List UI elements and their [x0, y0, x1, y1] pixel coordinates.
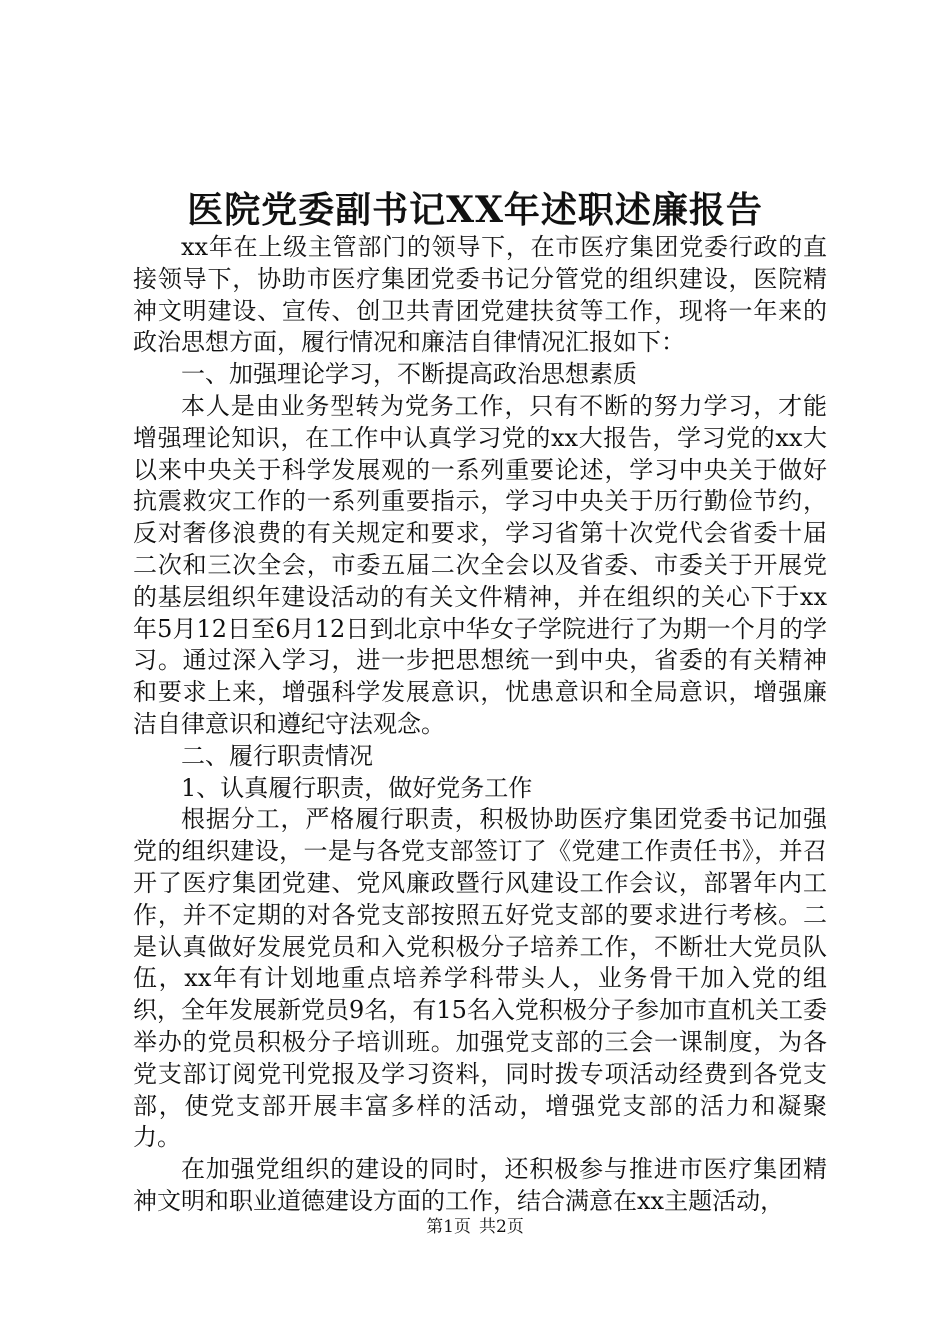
page-footer [0, 1216, 950, 1238]
section-heading-2: 二、履行职责情况 [181, 741, 373, 770]
section-heading-1: 一、加强理论学习，不断提高政治思想素质 [181, 360, 637, 389]
document-body [133, 232, 827, 1218]
document-title: 医院党委副书记XX年述职述廉报告 [187, 189, 763, 231]
duty-paragraph: 根据分工，严格履行职责，积极协助医疗集团党委书记加强党的组织建设，一是与各党支部签订了《党建工作责任书》，并召开了医疗集团党建、党风廉政暨行风建设工作会议，部署年内工作，并不定期的对各党支部按照五好党支部的要求进行考核。二是认真做好发展党员和入党积极分子培养工作，不断壮大党员队伍，xx年有计划地重点培养学科带头人，业务骨干加入党的组织，全年发展新党员9名，有15名入党积极分子参加市直机关工委举办的党员积极分子培训班。加强党支部的三会一课制度，为各党支部订阅党刊党报及学习资料，同时拨专项活动经费到各党支部，使党支部开展丰富多样的活动，增强党支部的活力和凝聚力。 [133, 805, 827, 1152]
study-paragraph: 本人是由业务型转为党务工作，只有不断的努力学习，才能增强理论知识，在工作中认真学习党的xx大报告，学习党的xx大以来中央关于科学发展观的一系列重要论述，学习中央关于做好抗震救灾工作的一系列重要指示，学习中央关于历行勤俭节约，反对奢侈浪费的有关规定和要求，学习省第十次党代会省委十届二次和三次全会，市委五届二次全会以及省委、市委关于开展党的基层组织年建设活动的有关文件精神，并在组织的关心下于xx年5月12日至6月12日到北京中华女子学院进行了为期一个月的学习。通过深入学习，进一步把思想统一到中央，省委的有关精神和要求上来，增强科学发展意识，忧患意识和全局意识，增强廉洁自律意识和遵纪守法观念。 [133, 391, 827, 738]
civilization-paragraph: 在加强党组织的建设的同时，还积极参与推进市医疗集团精神文明和职业道德建设方面的工作，结合满意在xx主题活动， [133, 1155, 827, 1215]
intro-paragraph: xx年在上级主管部门的领导下，在市医疗集团党委行政的直接领导下，协助市医疗集团党委书记分管党的组织建设，医院精神文明建设、宣传、创卫共青团党建扶贫等工作，现将一年来的政治思想方面，履行情况和廉洁自律情况汇报如下： [133, 233, 827, 357]
subsection-heading-1: 1、认真履行职责，做好党务工作 [181, 773, 533, 802]
page-number: 第1页 [426, 1217, 471, 1237]
page-total: 共2页 [479, 1217, 524, 1237]
